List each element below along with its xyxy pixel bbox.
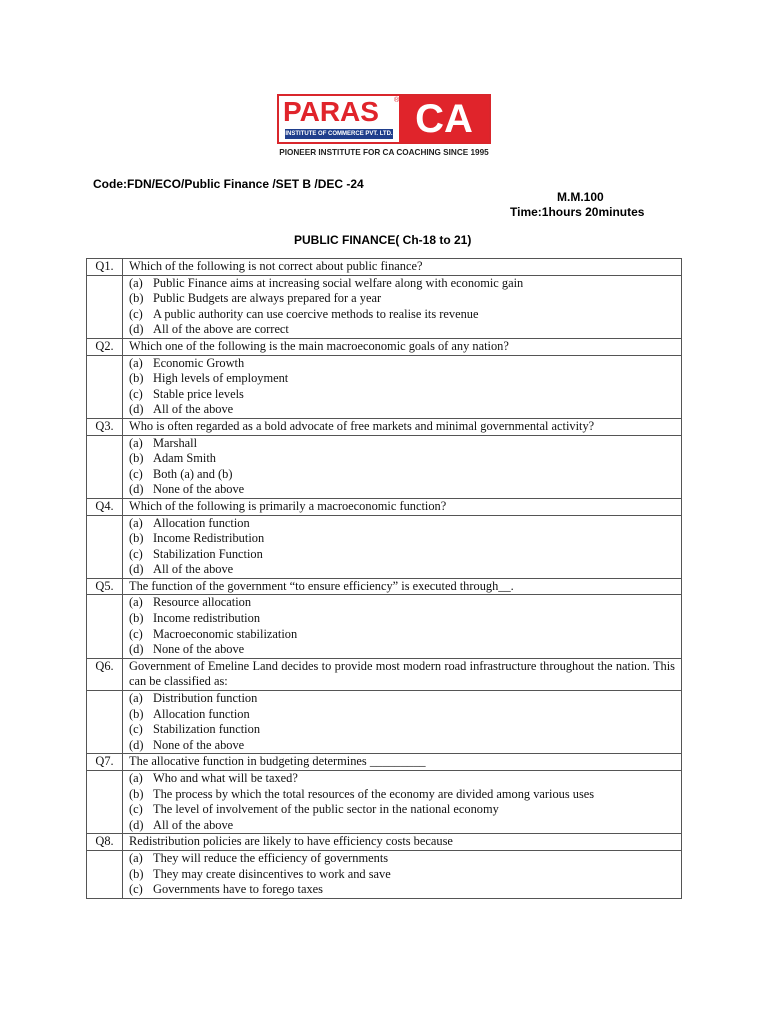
options-cell — [123, 275, 682, 338]
answer-option — [129, 627, 675, 643]
options-row — [87, 595, 682, 658]
answer-option — [129, 356, 675, 372]
question-text: Which one of the following is the main macroeconomic goals of any nation? — [123, 338, 682, 355]
question-text: Who is often regarded as a bold advocate of free markets and minimal governmental activity? — [123, 418, 682, 435]
option-label: (c) — [129, 882, 143, 897]
answer-option — [129, 738, 675, 754]
option-text: Governments have to forego taxes — [153, 882, 323, 897]
options-cell — [123, 850, 682, 898]
option-label: (b) — [129, 786, 144, 801]
option-label: (a) — [129, 275, 143, 290]
options-number-cell — [87, 850, 123, 898]
option-label: (d) — [129, 402, 144, 417]
answer-option — [129, 707, 675, 723]
answer-option — [129, 562, 675, 578]
option-text: None of the above — [153, 642, 245, 657]
time-allowed: Time:1hours 20minutes — [510, 205, 645, 219]
option-label: (c) — [129, 802, 143, 817]
options-number-cell — [87, 595, 123, 658]
option-text: Resource allocation — [153, 595, 252, 610]
logo-box — [277, 94, 491, 144]
option-text: The process by which the total resources of the economy are divided among various uses — [153, 786, 595, 801]
option-text: Income redistribution — [153, 611, 261, 626]
question-row — [87, 338, 682, 355]
options-number-cell — [87, 355, 123, 418]
questions-table — [86, 258, 682, 899]
option-text: A public authority can use coercive methods to realise its revenue — [153, 306, 479, 321]
options-number-cell — [87, 771, 123, 834]
option-text: Both (a) and (b) — [153, 466, 233, 481]
options-row — [87, 771, 682, 834]
option-label: (a) — [129, 595, 143, 610]
answer-option — [129, 642, 675, 658]
answer-option — [129, 882, 675, 898]
option-label: (b) — [129, 451, 144, 466]
question-row — [87, 498, 682, 515]
option-text: All of the above — [153, 562, 234, 577]
options-number-cell — [87, 515, 123, 578]
logo-tagline: PIONEER INSTITUTE FOR CA COACHING SINCE 1995 — [279, 148, 489, 157]
question-text: Which of the following is not correct about public finance? — [123, 259, 682, 276]
options-cell — [123, 691, 682, 754]
options-cell — [123, 355, 682, 418]
answer-option — [129, 436, 675, 452]
question-number: Q5. — [87, 578, 123, 595]
options-number-cell — [87, 275, 123, 338]
answer-option — [129, 547, 675, 563]
option-label: (a) — [129, 355, 143, 370]
question-text: Redistribution policies are likely to have efficiency costs because — [123, 834, 682, 851]
option-label: (b) — [129, 291, 144, 306]
option-label: (c) — [129, 626, 143, 641]
logo-brand-paras: PARAS — [283, 96, 379, 127]
option-label: (a) — [129, 515, 143, 530]
options-row — [87, 515, 682, 578]
answer-option — [129, 387, 675, 403]
answer-option — [129, 771, 675, 787]
institute-logo — [277, 94, 491, 162]
option-label: (b) — [129, 706, 144, 721]
options-row — [87, 355, 682, 418]
answer-option — [129, 802, 675, 818]
answer-option — [129, 691, 675, 707]
answer-option — [129, 595, 675, 611]
option-text: None of the above — [153, 737, 245, 752]
option-text: Stabilization function — [153, 722, 261, 737]
options-number-cell — [87, 691, 123, 754]
question-row — [87, 418, 682, 435]
option-label: (b) — [129, 611, 144, 626]
options-cell — [123, 435, 682, 498]
question-number: Q8. — [87, 834, 123, 851]
answer-option — [129, 451, 675, 467]
question-number: Q7. — [87, 754, 123, 771]
option-text: Allocation function — [153, 515, 250, 530]
option-label: (c) — [129, 466, 143, 481]
option-label: (d) — [129, 642, 144, 657]
question-number: Q2. — [87, 338, 123, 355]
question-text: Which of the following is primarily a macroeconomic function? — [123, 498, 682, 515]
question-text: The function of the government “to ensure efficiency” is executed through__. — [123, 578, 682, 595]
answer-option — [129, 818, 675, 834]
question-row — [87, 834, 682, 851]
paper-title: PUBLIC FINANCE( Ch-18 to 21) — [294, 233, 472, 247]
answer-option — [129, 467, 675, 483]
options-row — [87, 691, 682, 754]
option-label: (b) — [129, 371, 144, 386]
option-label: (d) — [129, 737, 144, 752]
option-text: They may create disincentives to work and save — [153, 866, 391, 881]
option-label: (b) — [129, 531, 144, 546]
options-row — [87, 275, 682, 338]
option-label: (c) — [129, 546, 143, 561]
logo-left-panel — [279, 96, 399, 142]
answer-option — [129, 851, 675, 867]
max-marks: M.M.100 — [557, 190, 604, 204]
option-text: None of the above — [153, 482, 245, 497]
option-label: (b) — [129, 866, 144, 881]
question-text: The allocative function in budgeting determines _________ — [123, 754, 682, 771]
option-text: All of the above are correct — [153, 322, 289, 337]
options-cell — [123, 771, 682, 834]
answer-option — [129, 531, 675, 547]
answer-option — [129, 371, 675, 387]
logo-registered-mark: ® — [394, 97, 400, 104]
option-text: Stabilization Function — [153, 546, 263, 561]
answer-option — [129, 291, 675, 307]
option-text: Stable price levels — [153, 386, 244, 401]
option-text: Adam Smith — [153, 451, 216, 466]
options-cell — [123, 515, 682, 578]
question-row — [87, 658, 682, 690]
option-text: Distribution function — [153, 691, 258, 706]
option-label: (d) — [129, 482, 144, 497]
answer-option — [129, 611, 675, 627]
answer-option — [129, 307, 675, 323]
option-label: (d) — [129, 322, 144, 337]
answer-option — [129, 402, 675, 418]
options-cell — [123, 595, 682, 658]
option-label: (c) — [129, 722, 143, 737]
option-text: High levels of employment — [153, 371, 289, 386]
option-label: (c) — [129, 386, 143, 401]
option-text: All of the above — [153, 402, 234, 417]
option-text: Income Redistribution — [153, 531, 265, 546]
question-row — [87, 754, 682, 771]
option-text: They will reduce the efficiency of governments — [153, 850, 389, 865]
option-label: (d) — [129, 817, 144, 832]
option-label: (a) — [129, 435, 143, 450]
answer-option — [129, 722, 675, 738]
option-text: The level of involvement of the public sector in the national economy — [153, 802, 499, 817]
answer-option — [129, 516, 675, 532]
question-number: Q1. — [87, 259, 123, 276]
answer-option — [129, 787, 675, 803]
answer-option — [129, 322, 675, 338]
option-label: (c) — [129, 306, 143, 321]
option-label: (a) — [129, 850, 143, 865]
question-number: Q4. — [87, 498, 123, 515]
option-text: Macroeconomic stabilization — [153, 626, 298, 641]
option-text: Who and what will be taxed? — [153, 771, 298, 785]
answer-option — [129, 276, 675, 292]
options-number-cell — [87, 435, 123, 498]
option-text: Allocation function — [153, 706, 250, 721]
logo-subtitle: INSTITUTE OF COMMERCE PVT. LTD. — [285, 131, 393, 137]
question-number: Q3. — [87, 418, 123, 435]
logo-brand-ca: CA — [399, 96, 489, 142]
question-number: Q6. — [87, 658, 123, 690]
answer-option — [129, 482, 675, 498]
question-row — [87, 259, 682, 276]
paper-code: Code:FDN/ECO/Public Finance /SET B /DEC -24 — [93, 177, 364, 191]
option-label: (d) — [129, 562, 144, 577]
question-text: Government of Emeline Land decides to provide most modern road infrastructure throughout the nation. This can be classified as: — [123, 658, 682, 690]
options-row — [87, 850, 682, 898]
options-row — [87, 435, 682, 498]
option-text: Economic Growth — [153, 355, 245, 370]
answer-option — [129, 867, 675, 883]
option-text: Public Finance aims at increasing social welfare along with economic gain — [153, 275, 524, 290]
option-label: (a) — [129, 771, 143, 785]
question-row — [87, 578, 682, 595]
option-text: Public Budgets are always prepared for a year — [153, 291, 382, 306]
option-label: (a) — [129, 691, 143, 706]
option-text: Marshall — [153, 435, 198, 450]
option-text: All of the above — [153, 817, 234, 832]
